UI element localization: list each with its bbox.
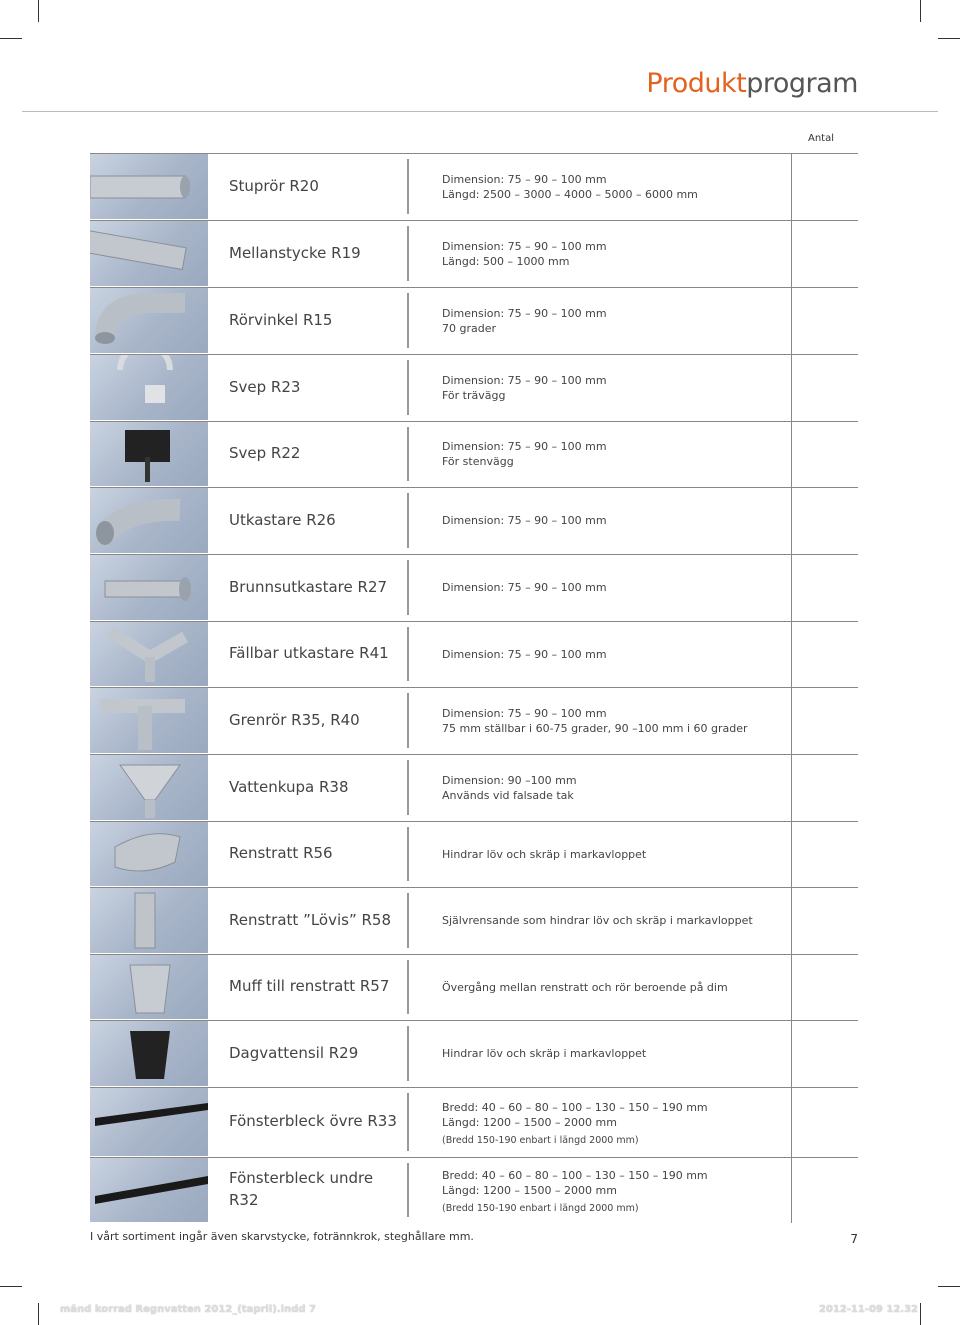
column-divider: [407, 360, 409, 415]
description-line: Övergång mellan renstratt och rör beroende på dim: [442, 981, 728, 994]
description-line: Dimension: 75 – 90 – 100 mm: [442, 648, 607, 661]
funnel-icon: [90, 755, 208, 820]
product-description: [442, 1168, 708, 1216]
product-name: Fönsterbleck övre R33: [229, 1112, 397, 1130]
product-row: [90, 754, 858, 821]
quantity-cell[interactable]: [791, 487, 858, 554]
product-name: Renstratt R56: [229, 844, 333, 862]
description-line: Dimension: 75 – 90 – 100 mm: [442, 307, 607, 320]
product-description: [442, 439, 607, 469]
title-rule: [22, 111, 938, 112]
strainer-icon: [90, 1021, 208, 1086]
product-description: [442, 580, 607, 595]
product-name: Rörvinkel R15: [229, 311, 333, 329]
slug-filename: mänd korrad Regnvatten 2012_(tapril).indd 7: [60, 1304, 316, 1315]
column-divider: [407, 627, 409, 681]
description-line: Dimension: 75 – 90 – 100 mm: [442, 581, 607, 594]
page-number: 7: [850, 1232, 858, 1246]
product-row: [90, 954, 858, 1020]
description-line: 70 grader: [442, 322, 497, 335]
pipe-section-icon: [90, 221, 208, 286]
footer-note: I vårt sortiment ingår även skarvstycke, fotrännkrok, steghållare mm.: [90, 1230, 474, 1243]
column-divider: [407, 560, 409, 615]
description-line: 75 mm ställbar i 60-75 grader, 90 –100 mm i 60 grader: [442, 722, 748, 735]
description-line: Dimension: 75 – 90 – 100 mm: [442, 707, 607, 720]
product-name: Renstratt ”Lövis” R58: [229, 911, 392, 929]
downpipe-icon: [90, 154, 208, 219]
crop-mark: [38, 0, 39, 22]
product-row: [90, 287, 858, 354]
product-row: [90, 821, 858, 887]
quantity-cell[interactable]: [791, 421, 858, 487]
crop-mark: [938, 38, 960, 39]
crop-mark: [38, 1303, 39, 1325]
product-name: Mellanstycke R19: [229, 244, 361, 262]
product-row: [90, 421, 858, 487]
antal-label: Antal: [807, 133, 834, 144]
quantity-cell[interactable]: [791, 621, 858, 687]
product-row: [90, 554, 858, 621]
quantity-cell[interactable]: [791, 220, 858, 287]
product-row: [90, 1020, 858, 1087]
crop-mark: [0, 1286, 22, 1287]
description-line: För trävägg: [442, 389, 506, 402]
description-line: Dimension: 75 – 90 – 100 mm: [442, 240, 607, 253]
description-line: Bredd: 40 – 60 – 80 – 100 – 130 – 150 – 190 mm: [442, 1169, 708, 1182]
description-line: Dimension: 90 –100 mm: [442, 774, 577, 787]
well-outlet-icon: [90, 555, 208, 620]
product-name: Brunnsutkastare R27: [229, 578, 388, 596]
product-row: [90, 621, 858, 687]
quantity-cell[interactable]: [791, 153, 858, 220]
quantity-cell[interactable]: [791, 821, 858, 887]
column-divider: [407, 1026, 409, 1081]
product-name: Svep R22: [229, 444, 301, 462]
quantity-cell[interactable]: [791, 287, 858, 354]
description-line: För stenvägg: [442, 455, 514, 468]
column-divider: [407, 493, 409, 548]
quantity-cell[interactable]: [791, 1157, 858, 1223]
product-description: [442, 1100, 708, 1148]
column-divider: [407, 427, 409, 481]
description-line: Används vid falsade tak: [442, 789, 574, 802]
product-description: [442, 773, 577, 803]
product-name: Grenrör R35, R40: [229, 711, 360, 729]
quantity-cell[interactable]: [791, 354, 858, 421]
product-row: [90, 1157, 858, 1223]
description-line: Dimension: 75 – 90 – 100 mm: [442, 374, 607, 387]
product-row: [90, 887, 858, 954]
column-divider: [407, 293, 409, 348]
slug-date: 2012-11-09 12.32: [818, 1304, 918, 1315]
foldable-outlet-icon: [90, 622, 208, 686]
product-description: [442, 706, 748, 736]
window-flashing-lower-icon: [90, 1158, 208, 1222]
product-description: [442, 306, 607, 336]
product-description: [442, 239, 607, 269]
title-highlight: Produkt: [646, 68, 747, 99]
description-line: Längd: 1200 – 1500 – 2000 mm: [442, 1184, 617, 1197]
column-divider: [407, 159, 409, 214]
description-line: Dimension: 75 – 90 – 100 mm: [442, 514, 607, 527]
product-name: Utkastare R26: [229, 511, 336, 529]
column-divider: [407, 827, 409, 881]
product-description: [442, 647, 607, 662]
product-description: [442, 1046, 646, 1061]
crop-mark: [0, 38, 22, 39]
crop-mark: [920, 0, 921, 22]
window-flashing-upper-icon: [90, 1088, 208, 1156]
column-divider: [407, 960, 409, 1014]
quantity-cell[interactable]: [791, 1020, 858, 1087]
title-rest: program: [746, 68, 858, 99]
description-line: Bredd: 40 – 60 – 80 – 100 – 130 – 150 – 190 mm: [442, 1101, 708, 1114]
wood-wall-clamp-icon: [90, 355, 208, 420]
product-description: [442, 980, 728, 995]
product-row: [90, 220, 858, 287]
product-description: [442, 913, 753, 928]
column-divider: [407, 893, 409, 948]
quantity-cell[interactable]: [791, 687, 858, 754]
product-name: Stuprör R20: [229, 177, 319, 195]
description-line: Längd: 2500 – 3000 – 4000 – 5000 – 6000 mm: [442, 188, 698, 201]
quantity-cell[interactable]: [791, 754, 858, 821]
column-divider: [407, 1093, 409, 1151]
product-name: Vattenkupa R38: [229, 778, 349, 796]
product-row: [90, 354, 858, 421]
description-line: Hindrar löv och skräp i markavloppet: [442, 1047, 647, 1060]
column-divider: [407, 226, 409, 281]
outlet-icon: [90, 488, 208, 553]
product-row: [90, 1087, 858, 1157]
description-line: Hindrar löv och skräp i markavloppet: [442, 848, 647, 861]
page-title: [646, 68, 858, 99]
column-divider: [407, 693, 409, 748]
description-note: (Bredd 150-190 enbart i längd 2000 mm): [442, 1203, 639, 1214]
column-divider: [407, 760, 409, 815]
pipe-bend-icon: [90, 288, 208, 353]
crop-mark: [938, 1286, 960, 1287]
quantity-cell[interactable]: [791, 1087, 858, 1157]
quantity-cell[interactable]: [791, 554, 858, 621]
column-divider: [407, 1163, 409, 1217]
crop-mark: [920, 1303, 921, 1325]
description-line: Längd: 500 – 1000 mm: [442, 255, 570, 268]
quantity-cell[interactable]: [791, 954, 858, 1020]
product-row: [90, 487, 858, 554]
description-line: Dimension: 75 – 90 – 100 mm: [442, 173, 607, 186]
product-name: Dagvattensil R29: [229, 1044, 359, 1062]
quantity-cell[interactable]: [791, 887, 858, 954]
product-row: [90, 153, 858, 220]
branch-pipe-icon: [90, 688, 208, 753]
description-line: Dimension: 75 – 90 – 100 mm: [442, 440, 607, 453]
leaf-trap-icon: [90, 888, 208, 953]
description-line: Längd: 1200 – 1500 – 2000 mm: [442, 1116, 617, 1129]
description-note: (Bredd 150-190 enbart i längd 2000 mm): [442, 1135, 639, 1146]
sleeve-icon: [90, 955, 208, 1019]
product-description: [442, 847, 646, 862]
product-description: [442, 373, 607, 403]
product-row: [90, 687, 858, 754]
stone-wall-clamp-icon: [90, 422, 208, 486]
product-name: Muff till renstratt R57: [229, 977, 390, 995]
product-name: Svep R23: [229, 378, 301, 396]
product-description: [442, 513, 607, 528]
product-description: [442, 172, 698, 202]
product-name: Fällbar utkastare R41: [229, 644, 389, 662]
cleaning-hopper-icon: [90, 822, 208, 886]
description-line: Självrensande som hindrar löv och skräp i markavloppet: [442, 914, 753, 927]
product-name: Fönsterbleck undre R32: [229, 1169, 374, 1209]
